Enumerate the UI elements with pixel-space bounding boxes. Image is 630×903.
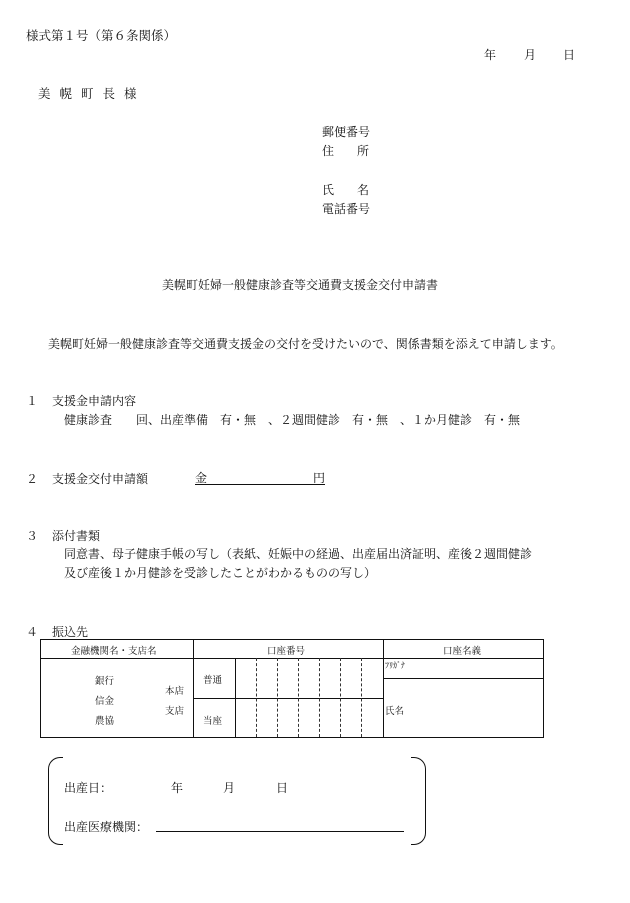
attachments-line-1: 同意書、母子健康手帳の写し（表紙、妊娠中の経過、出産届出済証明、産後２週間健診 xyxy=(64,547,533,561)
branch-type-branch: 支店 xyxy=(165,706,185,717)
section-2-number: ２ xyxy=(26,472,39,486)
birth-month-label: 月 xyxy=(223,781,236,795)
date-day-label: 日 xyxy=(563,48,576,62)
section-3-number: ３ xyxy=(26,529,39,543)
date-year-label: 年 xyxy=(484,48,497,62)
amount-field[interactable] xyxy=(195,469,325,485)
section-4-number: ４ xyxy=(26,625,39,639)
form-number: 様式第１号（第６条関係） xyxy=(26,28,177,43)
date-month-label: 月 xyxy=(524,48,537,62)
branch-type-main: 本店 xyxy=(165,686,185,697)
phone-label: 電話番号 xyxy=(322,202,371,216)
header-account-name: 口座名義 xyxy=(443,646,482,657)
birth-day-label: 日 xyxy=(276,781,289,795)
section-1-number: １ xyxy=(26,394,39,408)
institution-label: 出産医療機関： xyxy=(64,820,149,834)
bank-type-bank: 銀行 xyxy=(95,676,115,687)
account-table xyxy=(40,639,544,738)
postal-code-label: 郵便番号 xyxy=(322,125,371,139)
section-1-heading: 支援金申請内容 xyxy=(52,394,137,408)
document-title: 美幌町妊婦一般健康診査等交通費支援金交付申請書 xyxy=(162,278,439,292)
amount-suffix: 円 xyxy=(312,471,325,485)
section-4-heading: 振込先 xyxy=(52,625,89,639)
addressee: 美幌町長様 xyxy=(38,86,146,101)
birth-year-label: 年 xyxy=(171,781,184,795)
header-bank: 金融機関名・支店名 xyxy=(71,646,157,657)
bank-type-shinkin: 信金 xyxy=(95,696,115,707)
bank-type-nokyo: 農協 xyxy=(95,716,115,727)
section-1-detail: 健康診査 回、出産準備 有・無 、２週間健診 有・無 、１か月健診 有・無 xyxy=(64,413,521,427)
attachments-line-2: 及び産後１か月健診を受診したことがわかるものの写し） xyxy=(64,566,377,580)
intro-text: 美幌町妊婦一般健康診査等交通費支援金の交付を受けたいので、関係書類を添えて申請します。 xyxy=(48,337,563,351)
furigana-label: ﾌﾘｶﾞﾅ xyxy=(385,661,405,670)
name-label: 氏名 xyxy=(322,183,393,197)
section-3-heading: 添付書類 xyxy=(52,529,101,543)
address-label: 住所 xyxy=(322,144,393,158)
amount-prefix: 金 xyxy=(195,471,208,485)
section-2-heading: 支援金交付申請額 xyxy=(52,472,149,486)
account-holder-name-label: 氏名 xyxy=(385,706,405,717)
birth-date-label: 出産日： xyxy=(64,781,113,795)
header-account-number: 口座番号 xyxy=(267,646,306,657)
institution-field[interactable] xyxy=(156,831,404,832)
account-type-ordinary: 普通 xyxy=(203,675,223,686)
account-type-checking: 当座 xyxy=(203,716,223,727)
